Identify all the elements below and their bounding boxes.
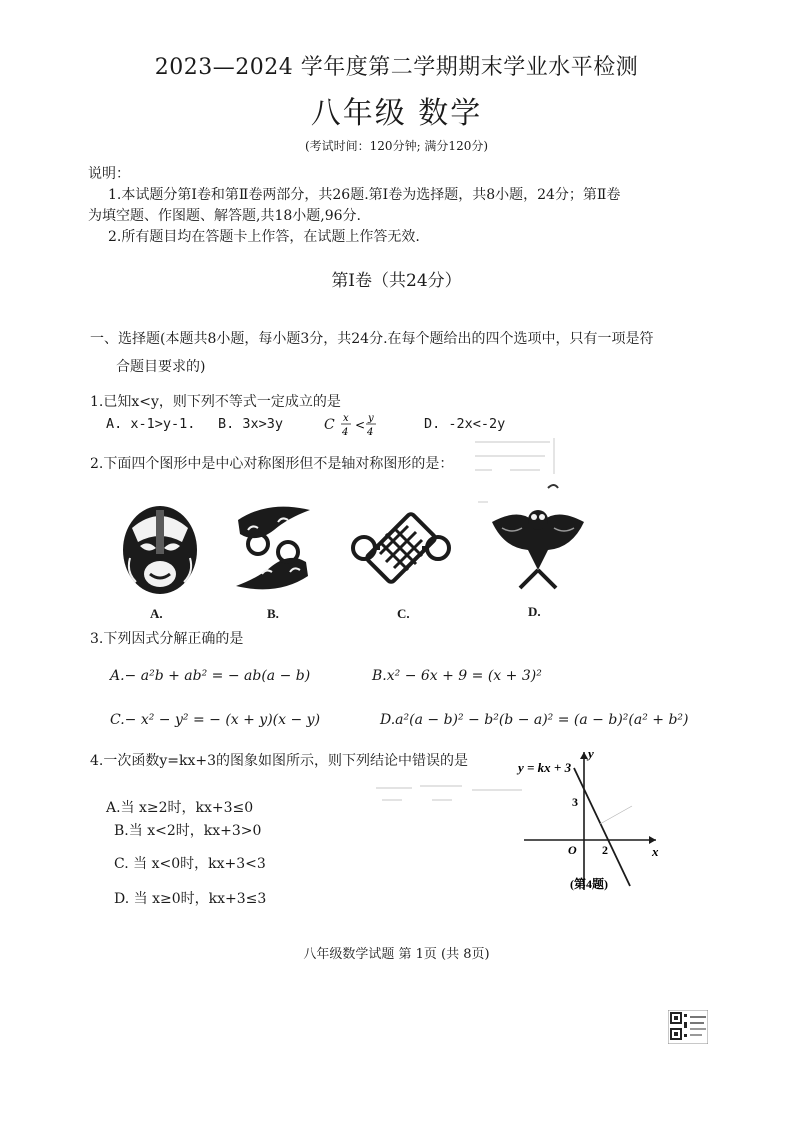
instruction-line-2: 2.所有题目均在答题卡上作答，在试题上作答无效. — [108, 229, 420, 245]
q2-figure-b-paper-cut — [228, 500, 318, 596]
q1-stem: 1.已知x<y，则下列不等式一定成立的是 — [90, 394, 341, 410]
instruction-line-1a: 1.本试题分第Ⅰ卷和第Ⅱ卷两部分，共26题.第Ⅰ卷为选择题，共8小题，24分；第Ⅱ卷 — [108, 187, 621, 203]
q2-label-c: C. — [397, 606, 410, 621]
scan-artifact-graph — [600, 806, 632, 824]
q4-option-c: C. 当 x<0时，kx+3<3 — [114, 856, 266, 872]
y-axis-arrow — [580, 752, 588, 759]
q1-option-b: B. 3x>3y — [218, 416, 284, 432]
q3-option-c: C.− x² − y² = − (x + y)(x − y) — [110, 712, 321, 728]
choice-intro-b: 合题目要求的) — [116, 359, 206, 375]
q2-stem: 2.下面四个图形中是中心对称图形但不是轴对称图形的是： — [90, 456, 454, 472]
q2-label-a: A. — [150, 606, 163, 621]
y-axis-label: y — [588, 746, 594, 761]
y-intercept-label: 3 — [572, 795, 578, 809]
q4-option-b: B.当 x<2时，kx+3>0 — [114, 823, 262, 839]
q4-option-a: A.当 x≥2时，kx+3≤0 — [106, 800, 254, 816]
q3-option-a: A.− a²b + ab² = − ab(a − b) — [110, 668, 311, 684]
q1-option-a: A. x-1>y-1. — [106, 416, 196, 432]
svg-text:y: y — [368, 413, 374, 424]
q2-figure-d-kite — [488, 498, 588, 594]
q2-figure-a-opera-mask — [110, 498, 210, 598]
page-footer: 八年级数学试题 第 1页 (共 8页) — [303, 947, 490, 962]
q3-option-b: B.x² − 6x + 9 = (x + 3)² — [372, 668, 542, 684]
q4-option-d: D. 当 x≥0时，kx+3≤3 — [114, 891, 267, 907]
subject-title: 八年级 数学 — [310, 96, 483, 131]
q2-figure-c-chinese-knot — [350, 508, 452, 588]
graph-caption: (第4题) — [570, 877, 608, 891]
q2-label-b: B. — [267, 606, 279, 621]
exam-info: (考试时间：120分钟; 满分120分) — [304, 139, 489, 153]
q3-option-d: D.a²(a − b)² − b²(b − a)² = (a − b)²(a² + b²) — [380, 712, 689, 728]
graph-function-label: y = kx + 3 — [518, 760, 572, 775]
q1-option-c-fractions — [339, 410, 383, 440]
x-intercept-label: 2 — [602, 843, 608, 857]
q2-label-d: D. — [528, 604, 541, 619]
choice-intro-a: 一、选择题(本题共8小题，每小题3分，共24分.在每个题给出的四个选项中，只有一项是符 — [90, 331, 654, 347]
q4-graph — [516, 744, 666, 894]
qr-code — [668, 1010, 708, 1044]
exam-title: 2023—2024 学年度第二学期期末学业水平检测 — [154, 55, 639, 80]
instruction-line-1b: 为填空题、作图题、解答题,共18小题,96分. — [88, 208, 361, 224]
svg-text:4: 4 — [342, 427, 349, 438]
origin-label: O — [568, 843, 577, 857]
q1-option-c: C x 4 < y 4 — [324, 410, 383, 440]
q3-stem: 3.下列因式分解正确的是 — [90, 631, 244, 647]
svg-text:<: < — [355, 418, 366, 432]
function-line — [574, 768, 630, 886]
q1-option-d: D. -2x<-2y — [424, 416, 506, 432]
svg-text:4: 4 — [367, 427, 374, 438]
q4-stem: 4.一次函数y=kx+3的图象如图所示，则下列结论中错误的是 — [90, 753, 469, 769]
section-title: 第Ⅰ卷（共24分） — [331, 271, 462, 291]
scan-artifact-q4 — [372, 778, 532, 806]
svg-text:x: x — [343, 413, 349, 424]
x-axis-label: x — [652, 844, 659, 859]
instructions-heading: 说明： — [88, 166, 130, 182]
x-axis-arrow — [649, 836, 656, 844]
